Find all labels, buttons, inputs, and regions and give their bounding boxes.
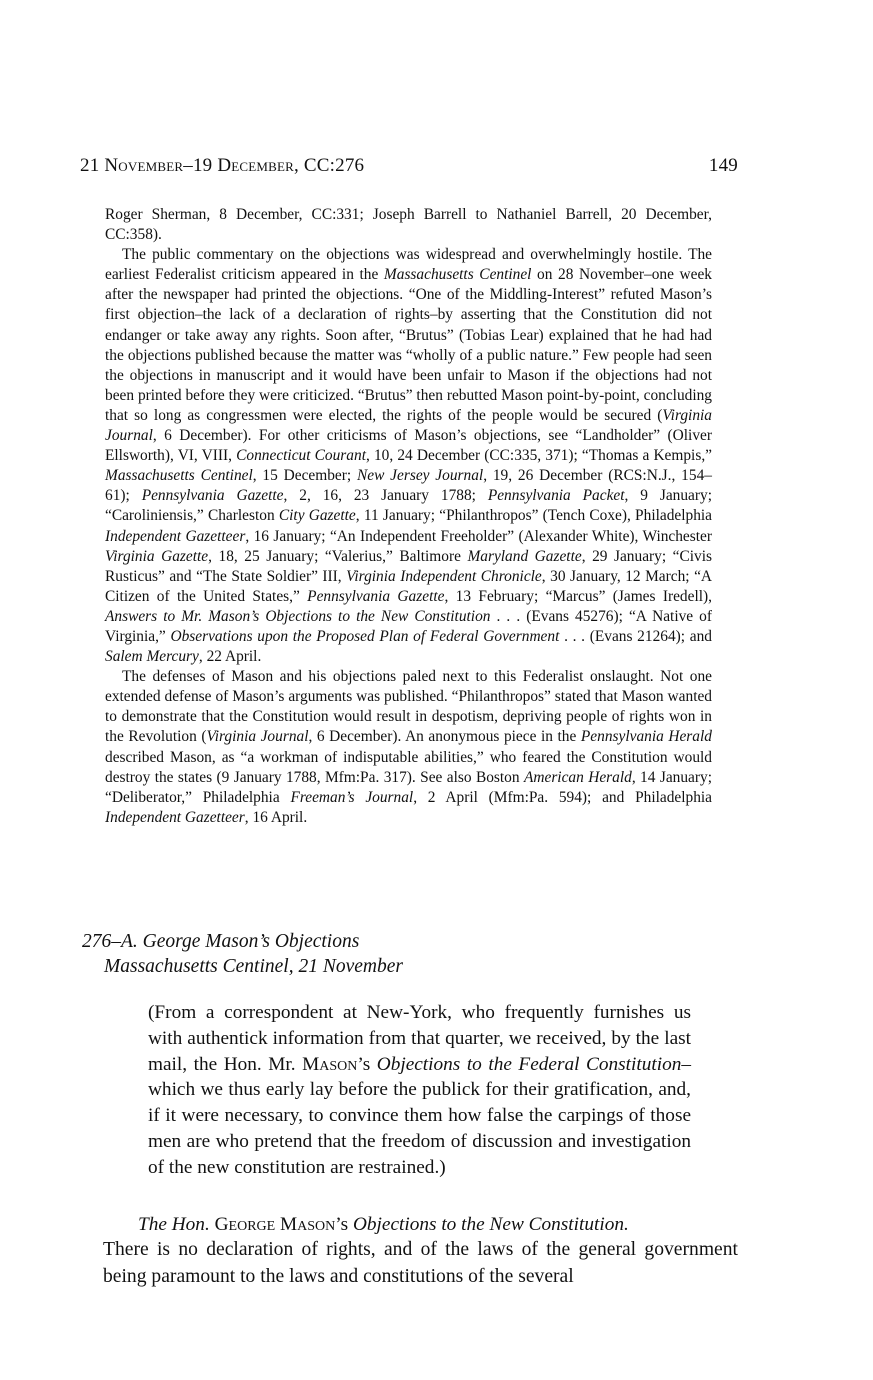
header-date-range: 21 November–19 December, CC:276 [80, 155, 365, 176]
commentary-paragraph-2: The public commentary on the objections was widespread and overwhelmingly hostile. The earliest Federalist criticism appeared in the Massachusetts Centinel on 28 November–one week after the newspaper had printed the objections. “One of the Middling-Interest” refuted Mason’s first objection–the lack of a declaration of rights–by asserting that the Constitution did not endanger or take away any rights. Soon after, “Brutus” (Tobias Lear) explained that he had had the objections published because the matter was “wholly of a public nature.” Few people had seen the objections in manuscript and it would have been unfair to Mason if the objections had not been printed before they were criticized. “Brutus” then rebutted Mason point-by-point, concluding that so long as congressmen were elected, the rights of the people would be secured (Virginia Journal, 6 December). For other criticisms of Mason’s objections, see “Landholder” (Oliver Ellsworth), VI, VIII, Connecticut Courant, 10, 24 December (CC:335, 371); “Thomas a Kempis,” Massachusetts Centinel, 15 December; New Jersey Journal, 19, 26 December (RCS:N.J., 154–61); Pennsylvania Gazette, 2, 16, 23 January 1788; Pennsylvania Packet, 9 January; “Caroliniensis,” Charleston City Gazette, 11 January; “Philanthropos” (Tench Coxe), Philadelphia Independent Gazetteer, 16 January; “An Independent Freeholder” (Alexander White), Winchester Virginia Gazette, 18, 25 January; “Valerius,” Baltimore Maryland Gazette, 29 January; “Civis Rusticus” and “The State Soldier” III, Virginia Independent Chronicle, 30 January, 12 March; “A Citizen of the United States,” Pennsylvania Gazette, 13 February; “Marcus” (James Iredell), Answers to Mr. Mason’s Objections to the New Constitution . . . (Evans 45276); “A Native of Virginia,” Observations upon the Proposed Plan of Federal Government . . . (Evans 21264); and Salem Mercury, 22 April. [105, 246, 713, 666]
document-title: 276–A. George Mason’s Objections [82, 931, 360, 952]
objections-body [103, 1237, 738, 1290]
objections-title: The Hon. George Mason’s Objections to the New Constitution. [138, 1214, 629, 1235]
running-header [80, 155, 738, 181]
editorial-commentary [105, 205, 712, 828]
commentary-paragraph-1: Roger Sherman, 8 December, CC:331; Joseph Barrell to Nathaniel Barrell, 20 December, CC:358). [105, 206, 712, 244]
page-number: 149 [708, 155, 738, 176]
document-source: Massachusetts Centinel, 21 November [104, 956, 403, 977]
objections-paragraph-1: There is no declaration of rights, and of the laws of the general government being paramount to the laws and constitutions of the several [103, 1239, 738, 1287]
correspondent-note: (From a correspondent at New-York, who frequently furnishes us with authentick information from that quarter, we received, by the last mail, the Hon. Mr. Mason’s Objections to the Federal Constitution–which we thus early lay before the publick for their gratification, and, if it were necessary, to convince them how false the carpings of those men are who pretend that the freedom of discussion and investigation of the new constitution are restrained.) [148, 1002, 691, 1178]
commentary-paragraph-3: The defenses of Mason and his objections paled next to this Federalist onslaught. Not one extended defense of Mason’s arguments was published. “Philanthropos” stated that Mason wanted to demonstrate that the Constitution would result in despotism, depriving people of rights won in the Revolution (Virginia Journal, 6 December). An anonymous piece in the Pennsylvania Herald described Mason, as “a workman of indisputable abilities,” who feared the Constitution would destroy the states (9 January 1788, Mfm:Pa. 317). See also Boston American Herald, 14 January; “Deliberator,” Philadelphia Freeman’s Journal, 2 April (Mfm:Pa. 594); and Philadelphia Independent Gazetteer, 16 April. [105, 668, 713, 826]
document-heading [82, 929, 722, 979]
